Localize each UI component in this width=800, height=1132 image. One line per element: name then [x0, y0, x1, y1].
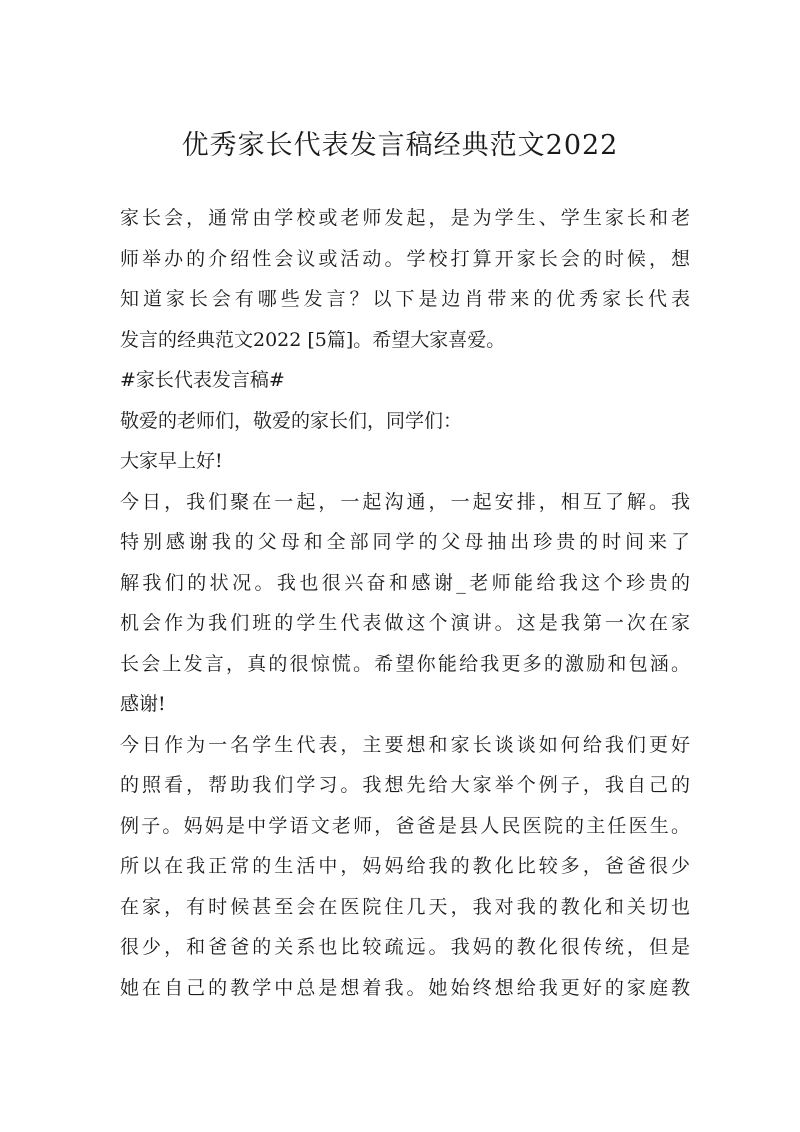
body-line: 今日，我们聚在一起，一起沟通，一起安排，相互了解。我 [120, 490, 690, 513]
body-line: 长会上发言，真的很惊慌。希望你能给我更多的激励和包涵。 [120, 652, 690, 675]
body-line: 很少，和爸爸的关系也比较疏远。我妈的教化很传统，但是 [120, 936, 690, 958]
body-line: 敬爱的老师们，敬爱的家长们，同学们： [120, 409, 463, 432]
body-line: 的照看，帮助我们学习。我想先给大家举个例子，我自己的 [120, 774, 690, 796]
document-title: 优秀家长代表发言稿经典范文2022 [181, 130, 619, 161]
body-line: 解我们的状况。我也很兴奋和感谢_老师能给我这个珍贵的 [120, 571, 690, 594]
body-line: 在家，有时候甚至会在医院住几天，我对我的教化和关切也 [120, 895, 690, 918]
body-line: 师举办的介绍性会议或活动。学校打算开家长会的时候，想 [120, 247, 690, 270]
body-line: 所以在我正常的生活中，妈妈给我的教化比较多，爸爸很少 [120, 855, 690, 877]
body-line: 例子。妈妈是中学语文老师，爸爸是县人民医院的主任医生。 [120, 814, 690, 837]
body-line: 知道家长会有哪些发言？以下是边肖带来的优秀家长代表 [120, 288, 690, 310]
document-body [120, 198, 690, 1008]
body-line: 她在自己的教学中总是想着我。她始终想给我更好的家庭教 [120, 976, 690, 999]
body-line: #家长代表发言稿# [120, 369, 285, 391]
body-line: 家长会，通常由学校或老师发起，是为学生、学生家长和老 [120, 207, 690, 229]
body-line: 今日作为一名学生代表，主要想和家长谈谈如何给我们更好 [120, 733, 690, 756]
body-line: 大家早上好! [120, 450, 223, 472]
body-line: 发言的经典范文2022 [5篇]。希望大家喜爱。 [120, 328, 506, 351]
body-line: 感谢! [120, 693, 166, 715]
body-line: 特别感谢我的父母和全部同学的父母抽出珍贵的时间来了 [120, 531, 690, 553]
body-line: 机会作为我们班的学生代表做这个演讲。这是我第一次在家 [120, 612, 690, 634]
